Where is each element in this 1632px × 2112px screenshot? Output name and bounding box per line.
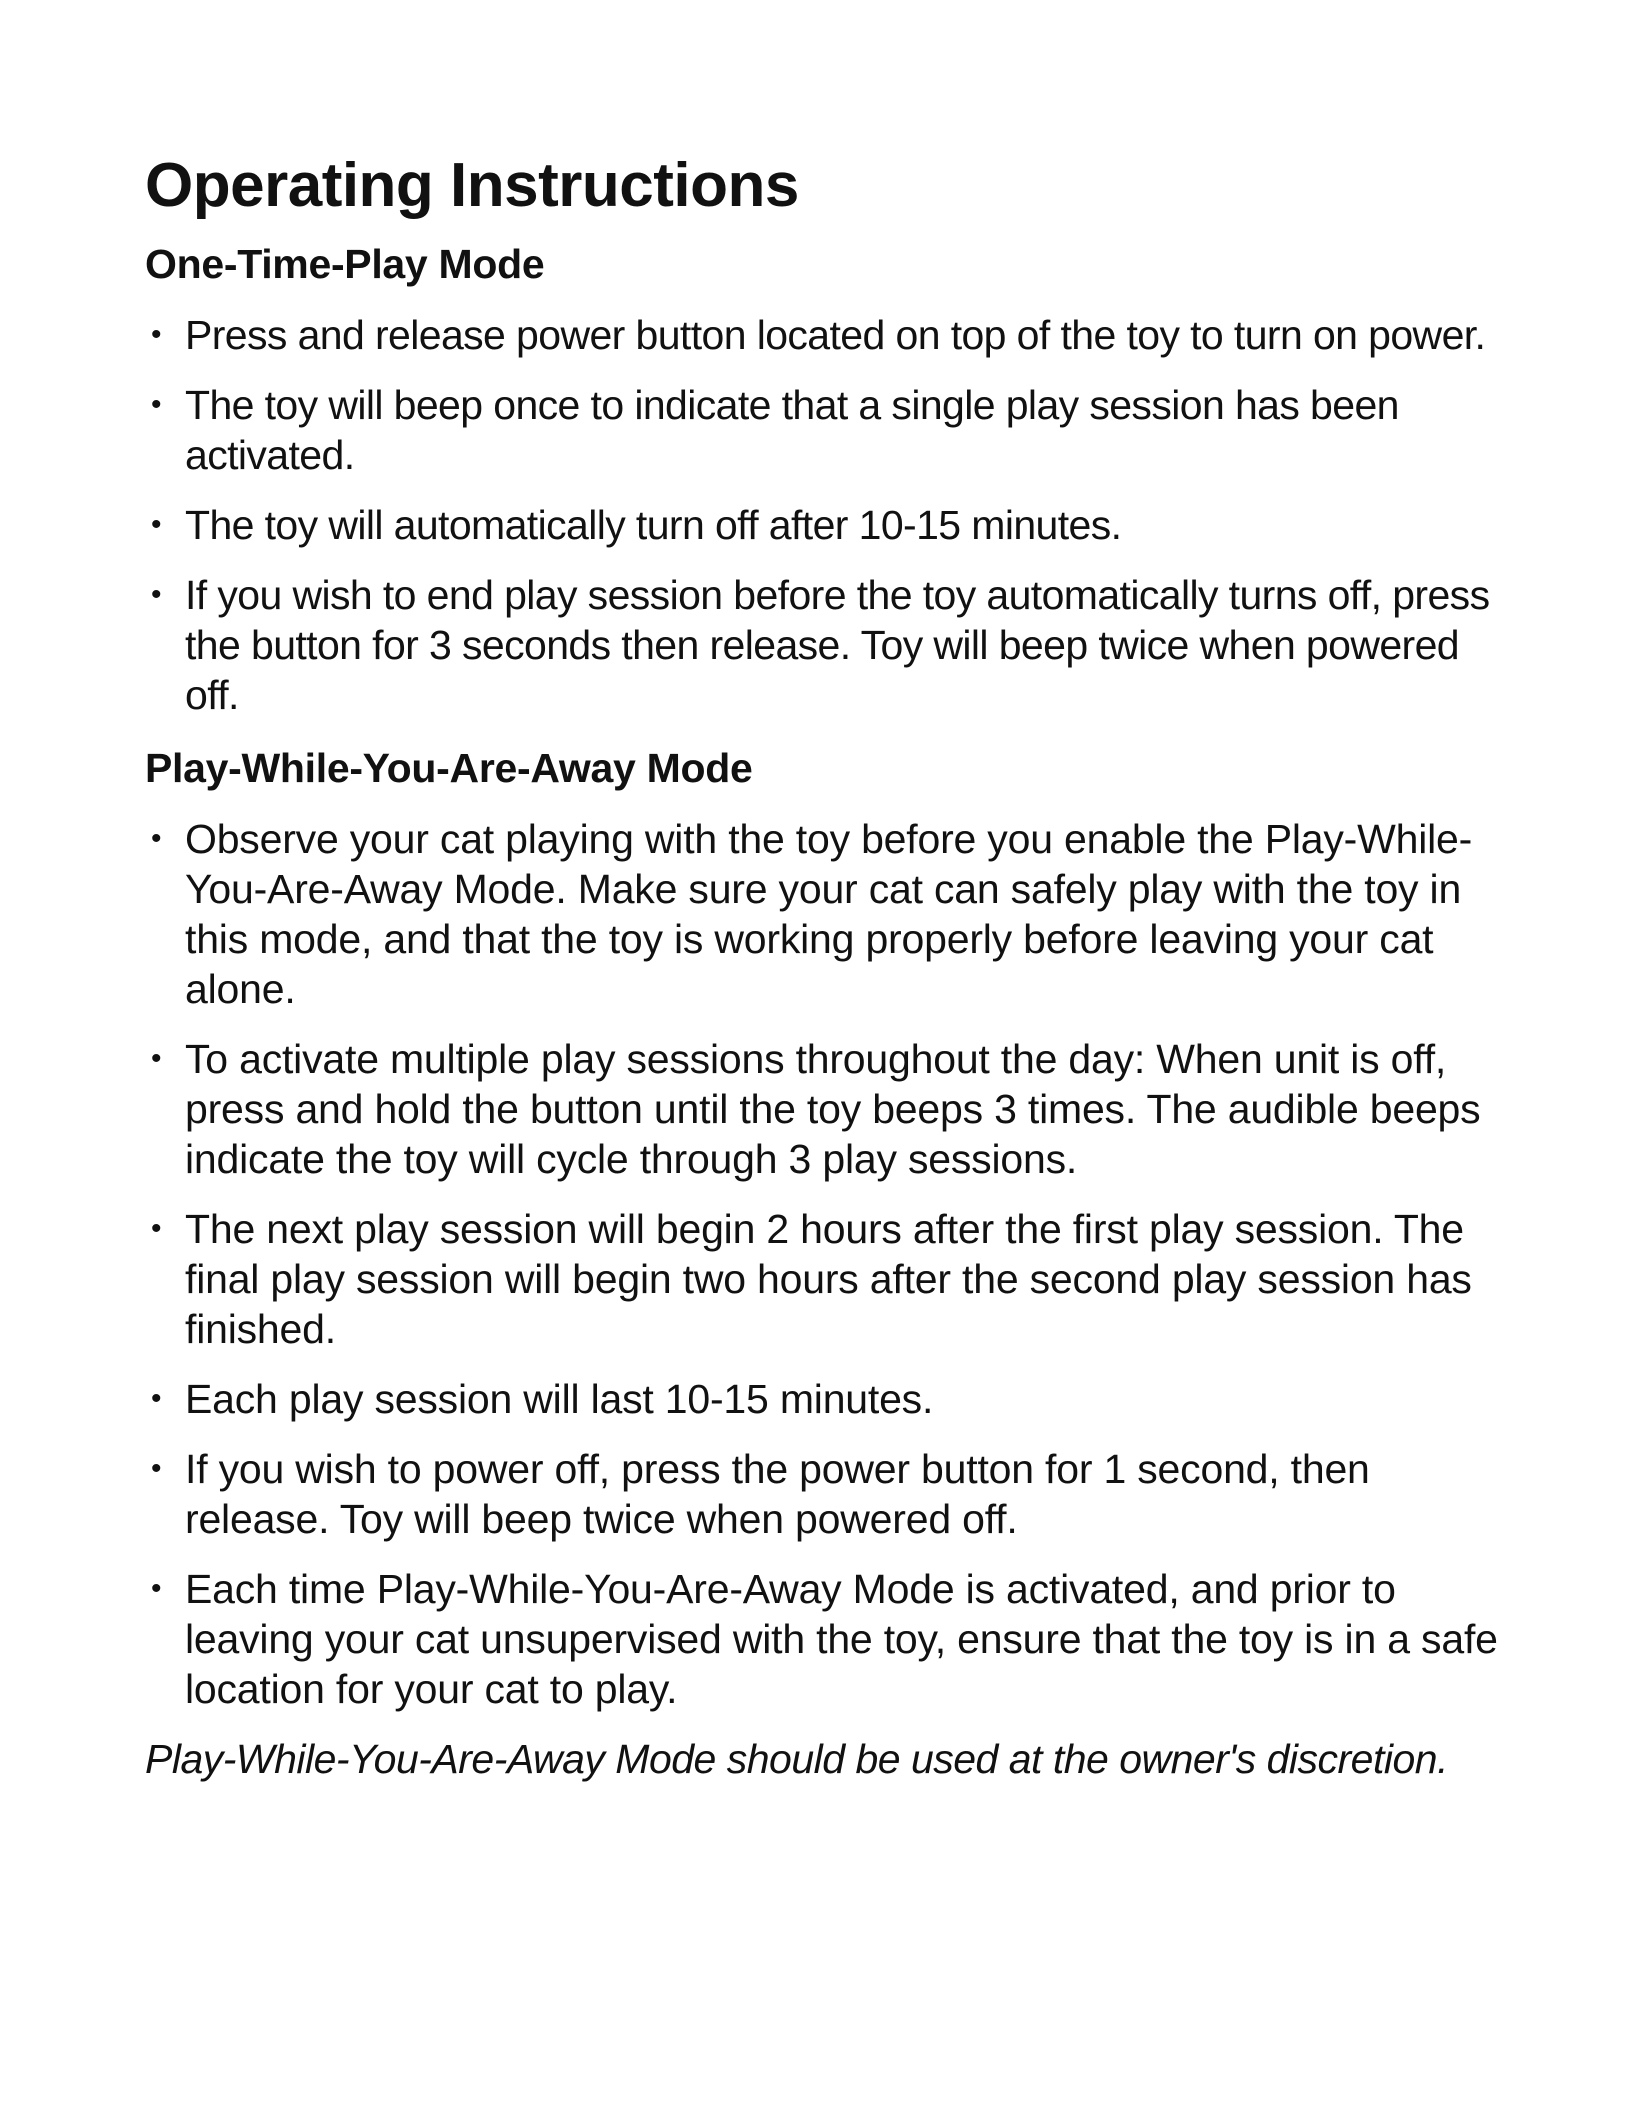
bullet-icon: • [151, 578, 161, 611]
list-item [145, 570, 1515, 720]
list-item [145, 1444, 1515, 1544]
list-item [145, 1374, 1515, 1424]
instruction-page [145, 148, 1515, 1784]
list-item [145, 380, 1515, 480]
one-time-play-list [145, 310, 1515, 720]
list-item-text: Each time Play-While-You-Are-Away Mode is activated, and prior to leaving your cat unsupervised with the toy, ensure that the toy is in a safe location for your cat to play. [185, 1566, 1498, 1712]
list-item-text: If you wish to power off, press the power button for 1 second, then release. Toy will beep twice when powered off. [185, 1446, 1370, 1542]
bullet-icon: • [151, 822, 162, 855]
list-item-text: Observe your cat playing with the toy before you enable the Play-While-You-Are-Away Mode. Make sure your cat can safely play with the toy in this mode, and that the toy is working properly before leaving your cat alone. [185, 816, 1473, 1012]
list-item [145, 1034, 1515, 1184]
list-item-text: The toy will beep once to indicate that a single play session has been activated. [185, 382, 1399, 478]
list-item [145, 500, 1515, 550]
bullet-icon: • [151, 1572, 162, 1605]
list-item-text: Each play session will last 10-15 minutes. [185, 1376, 934, 1422]
section-heading-one-time-play: One-Time-Play Mode [145, 241, 545, 287]
list-item-text: The toy will automatically turn off after 10-15 minutes. [185, 502, 1122, 548]
section-heading-play-while-away: Play-While-You-Are-Away Mode [145, 745, 753, 791]
discretion-note: Play-While-You-Are-Away Mode should be used at the owner's discretion. [145, 1736, 1448, 1782]
list-item [145, 1204, 1515, 1354]
list-item-text: If you wish to end play session before the toy automatically turns off, press the button for 3 seconds then release. Toy will beep twice when powered off. [185, 572, 1490, 718]
list-item-text: To activate multiple play sessions throughout the day: When unit is off, press and hold the button until the toy beeps 3 times. The audible beeps indicate the toy will cycle through 3 play sessions. [185, 1036, 1481, 1182]
bullet-icon: • [151, 388, 161, 421]
list-item-text: Press and release power button located on top of the toy to turn on power. [185, 312, 1486, 358]
bullet-icon: • [151, 1212, 162, 1245]
bullet-icon: • [151, 1452, 162, 1485]
list-item-text: The next play session will begin 2 hours after the first play session. The final play session will begin two hours after the second play session has finished. [185, 1206, 1472, 1352]
bullet-icon: • [151, 1042, 162, 1075]
list-item [145, 1564, 1515, 1714]
list-item [145, 310, 1515, 360]
list-item [145, 814, 1515, 1014]
bullet-icon: • [151, 318, 161, 351]
bullet-icon: • [151, 1382, 162, 1415]
play-while-away-list [145, 814, 1515, 1714]
bullet-icon: • [151, 508, 161, 541]
page-title: Operating Instructions [145, 151, 799, 220]
